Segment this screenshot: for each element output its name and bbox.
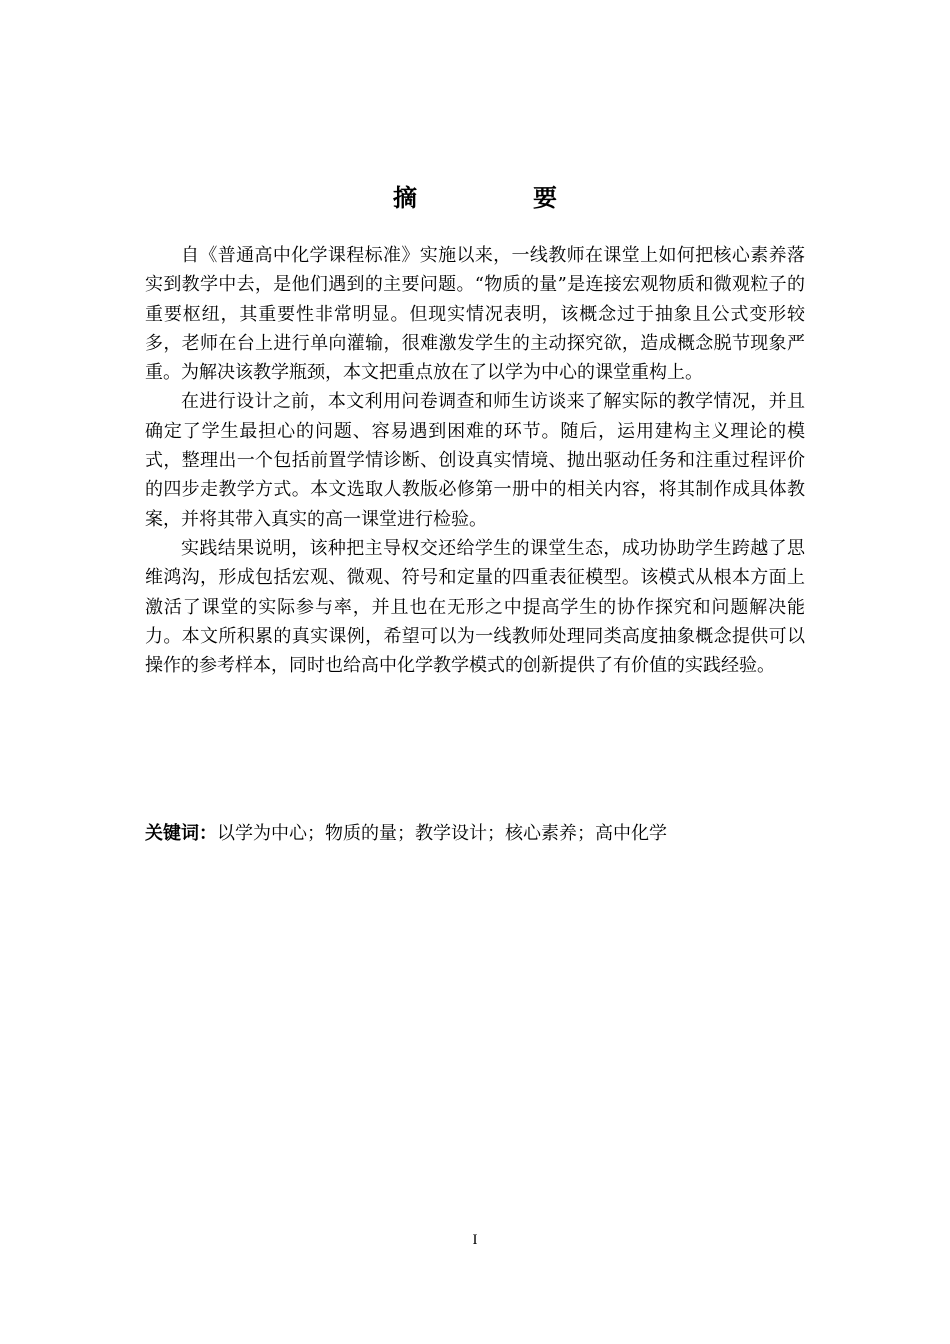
keywords-label: 关键词：	[145, 823, 217, 844]
keywords-line	[145, 818, 805, 849]
abstract-paragraph-3: 实践结果说明，该种把主导权交还给学生的课堂生态，成功协助学生跨越了思维鸿沟，形成包括宏观、微观、符号和定量的四重表征模型。该模式从根本方面上激活了课堂的实际参与率，并且也在无形之中提高学生的协作探究和问题解决能力。本文所积累的真实课例，希望可以为一线教师处理同类高度抽象概念提供可以操作的参考样本，同时也给高中化学教学模式的创新提供了有价值的实践经验。	[145, 537, 805, 677]
abstract-paragraph-1: 自《普通高中化学课程标准》实施以来，一线教师在课堂上如何把核心素养落实到教学中去，是他们遇到的主要问题。“物质的量”是连接宏观物质和微观粒子的重要枢纽，其重要性非常明显。但现实情况表明，该概念过于抽象且公式变形较多，老师在台上进行单向灌输，很难激发学生的主动探究欲，造成概念脱节现象严重。为解决该教学瓶颈，本文把重点放在了以学为中心的课堂重构上。	[145, 245, 805, 384]
abstract-paragraph-2: 在进行设计之前，本文利用问卷调查和师生访谈来了解实际的教学情况，并且确定了学生最担心的问题、容易遇到困难的环节。随后，运用建构主义理论的模式，整理出一个包括前置学情诊断、创设真实情境、抛出驱动任务和注重过程评价的四步走教学方式。本文选取人教版必修第一册中的相关内容，将其制作成具体教案，并将其带入真实的高一课堂进行检验。	[145, 391, 805, 530]
keywords-text: 以学为中心；物质的量；教学设计；核心素养；高中化学	[217, 823, 667, 844]
page-number: I	[472, 1232, 478, 1248]
abstract-body	[145, 241, 805, 680]
abstract-title: 摘 要	[393, 184, 603, 212]
